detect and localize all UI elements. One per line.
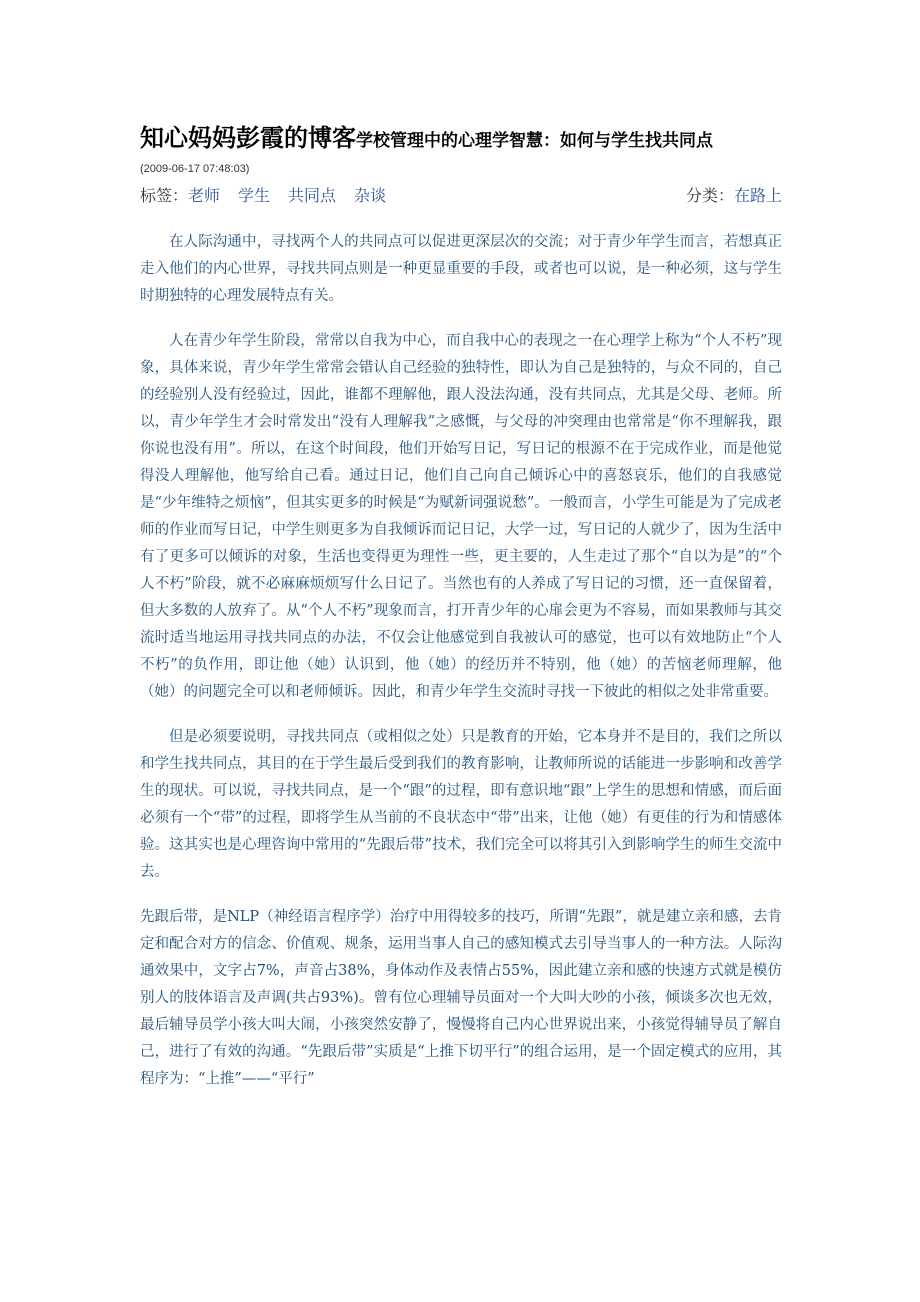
tags-label: 标签：	[140, 186, 189, 205]
tag-link[interactable]: 杂谈	[354, 186, 387, 205]
title-line	[140, 120, 782, 159]
tag-link[interactable]: 老师	[188, 186, 221, 205]
category-label: 分类：	[685, 186, 734, 205]
article-title: 学校管理中的心理学智慧：如何与学生找共同点	[356, 131, 713, 151]
paragraph: 先跟后带，是NLP（神经语言程序学）治疗中用得较多的技巧，所谓“先跟”，就是建立亲和感，去肯定和配合对方的信念、价值观、规条，运用当事人自己的感知模式去引导当事人的一种方法。人际沟通效果中，文字占7%，声音占38%，身体动作及表情占55%，因此建立亲和感的快速方式就是模仿别人的肢体语言及声调(共占93%)。曾有位心理辅导员面对一个大叫大吵的小孩，倾谈多次也无效，最后辅导员学小孩大叫大闹，小孩突然安静了，慢慢将自己内心世界说出来，小孩觉得辅导员了解自己，进行了有效的沟通。“先跟后带”实质是“上推下切平行”的组合运用，是一个固定模式的应用，其程序为：“上推”——“平行”	[140, 909, 782, 1087]
meta-row	[140, 183, 782, 209]
tags	[140, 183, 404, 209]
paragraph: 人在青少年学生阶段，常常以自我为中心，而自我中心的表现之一在心理学上称为“个人不朽”现象，具体来说，青少年学生常常会错认自己经验的独特性，即认为自己是独特的，与众不同的，自己的经验别人没有经验过，因此，谁都不理解他，跟人没法沟通，没有共同点，尤其是父母、老师。所以，青少年学生才会时常发出“没有人理解我”之感慨，与父母的冲突理由也常常是“你不理解我，跟你说也没有用”。所以，在这个时间段，他们开始写日记，写日记的根源不在于完成作业，而是他觉得没人理解他，他写给自己看。通过日记，他们自己向自己倾诉心中的喜怒哀乐，他们的自我感觉是“少年维特之烦恼”，但其实更多的时候是“为赋新词强说愁”。一般而言，小学生可能是为了完成老师的作业而写日记，中学生则更多为自我倾诉而记日记，大学一过，写日记的人就少了，因为生活中有了更多可以倾诉的对象，生活也变得更为理性一些，更主要的，人生走过了那个“自以为是”的“个人不朽”阶段，就不必麻麻烦烦写什么日记了。当然也有的人养成了写日记的习惯，还一直保留着，但大多数的人放弃了。从“个人不朽”现象而言，打开青少年的心扉会更为不容易，而如果教师与其交流时适当地运用寻找共同点的办法，不仅会让他感觉到自我被认可的感觉，也可以有效地防止“个人不朽”的负作用，即让他（她）认识到，他（她）的经历并不特别，他（她）的苦恼老师理解，他（她）的问题完全可以和老师倾诉。因此，和青少年学生交流时寻找一下彼此的相似之处非常重要。	[140, 333, 782, 700]
document-page	[140, 120, 782, 1111]
paragraph: 但是必须要说明，寻找共同点（或相似之处）只是教育的开始，它本身并不是目的，我们之所以和学生找共同点，其目的在于学生最后受到我们的教育影响，让教师所说的话能进一步影响和改善学生的现状。可以说，寻找共同点，是一个“跟”的过程，即有意识地“跟”上学生的思想和情感，而后面必须有一个“带”的过程，即将学生从当前的不良状态中“带”出来，让他（她）有更佳的行为和情感体验。这其实也是心理咨询中常用的“先跟后带”技术，我们完全可以将其引入到影响学生的师生交流中去。	[140, 729, 782, 880]
paragraph: 在人际沟通中，寻找两个人的共同点可以促进更深层次的交流；对于青少年学生而言，若想真正走入他们的内心世界，寻找共同点则是一种更显重要的手段，或者也可以说，是一种必须，这与学生时期独特的心理发展特点有关。	[140, 234, 782, 304]
category-link[interactable]: 在路上	[733, 186, 782, 205]
tag-link[interactable]: 学生	[238, 186, 271, 205]
post-datetime: (2009-06-17 07:48:03)	[140, 163, 250, 175]
tag-link[interactable]: 共同点	[288, 186, 337, 205]
article-body	[140, 229, 782, 1093]
blog-name[interactable]: 知心妈妈彭霞的博客	[140, 124, 356, 152]
category	[686, 183, 782, 209]
